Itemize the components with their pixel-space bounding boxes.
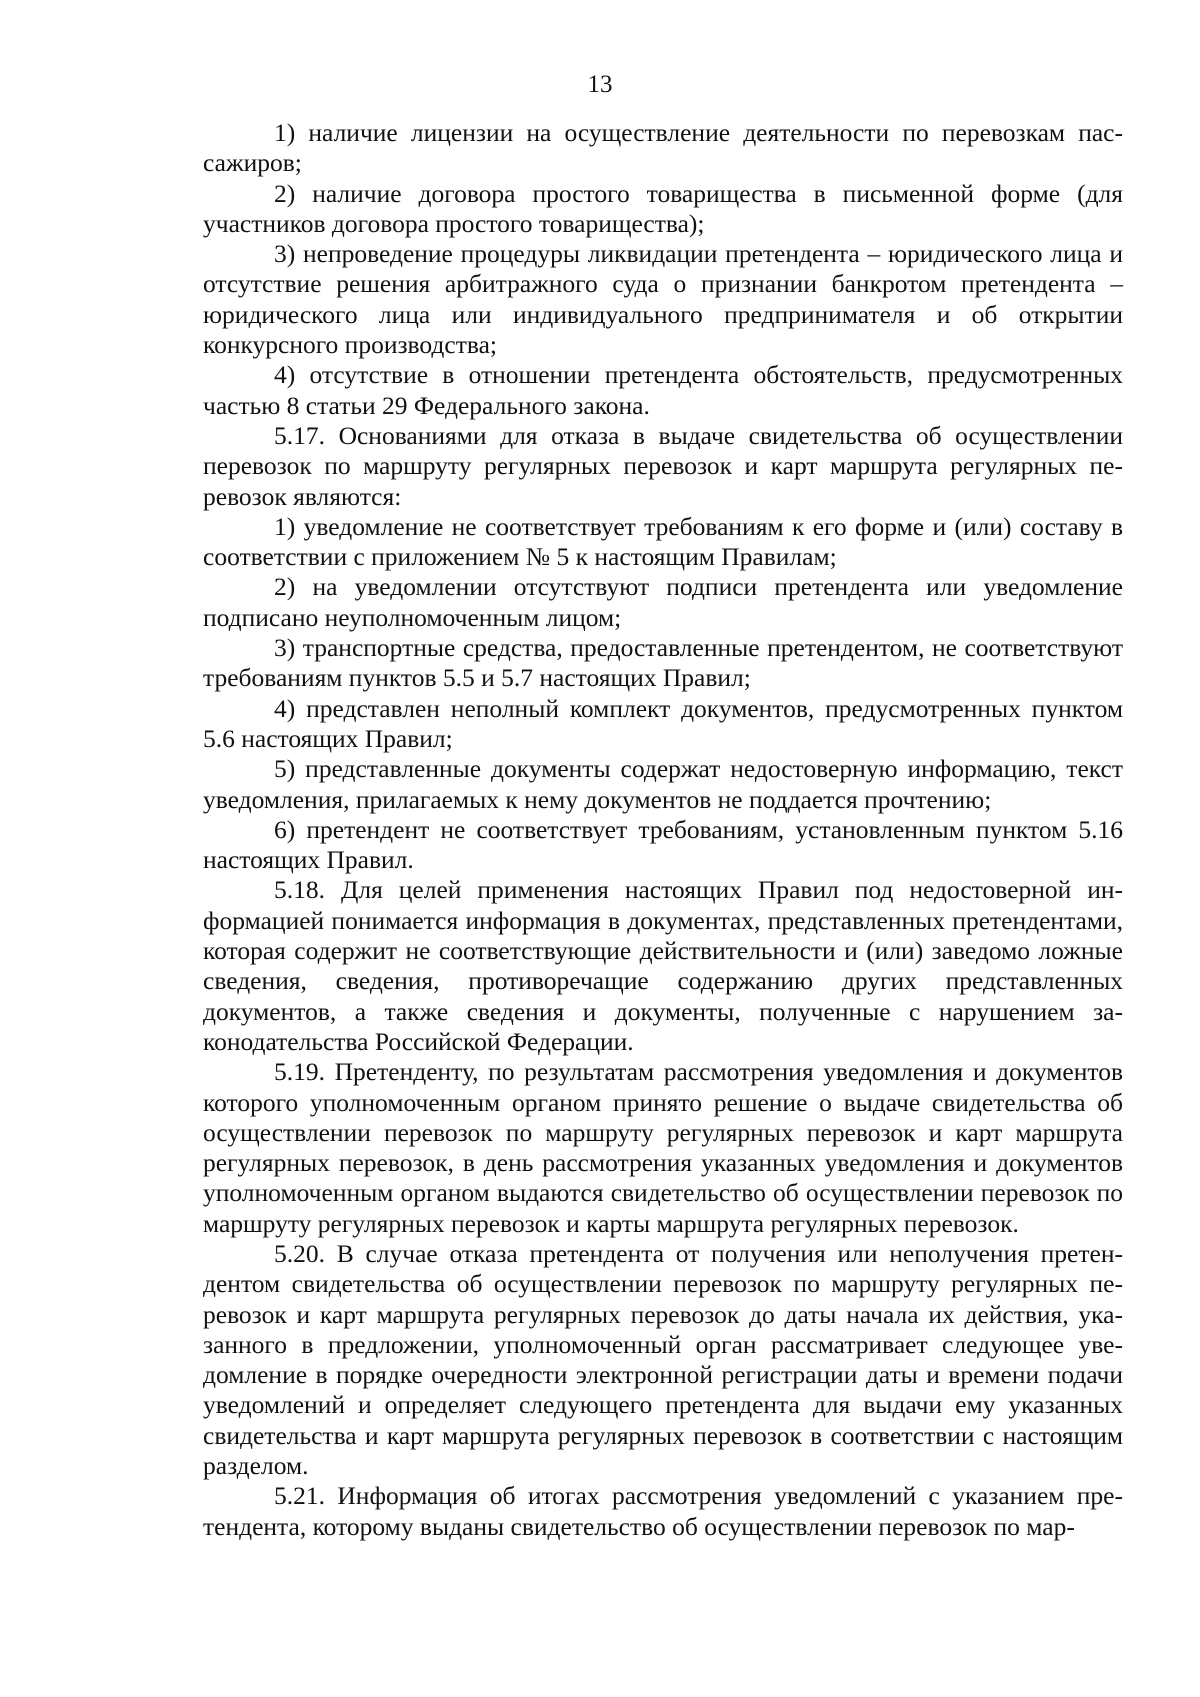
paragraph-5-20: 5.20. В случае отказа претендента от получения или неполучения претендентом свидетельства об осуществлении перевозок по маршруту регулярных перевозок и карт маршрута регулярных перевозок до даты начала их действия, указанного в предложении, уполномоченный орган рассматривает следующее уведомление в порядке очередности электронной регистрации даты и времени подачи уведомлений и определяет следующего претендента для выдачи ему указанных свидетельства и карт маршрута регулярных перевозок в соответствии с настоящим разделом. bbox=[203, 1238, 1123, 1481]
document-body bbox=[203, 118, 1123, 1542]
paragraph-5-21: 5.21. Информация об итогах рассмотрения уведомлений с указанием претендента, которому выданы свидетельство об осуществлении перевозок по мар- bbox=[203, 1481, 1123, 1541]
page-number: 13 bbox=[587, 71, 613, 98]
paragraph-refusal-2: 2) на уведомлении отсутствуют подписи претендента или уведомление подписано неуполномоченным лицом; bbox=[203, 572, 1123, 632]
paragraph-refusal-3: 3) транспортные средства, предоставленные претендентом, не соответствуют требованиям пунктов 5.5 и 5.7 настоящих Правил; bbox=[203, 633, 1123, 693]
paragraph-partnership-agreement: 2) наличие договора простого товарищества в письменной форме (для участников договора простого товарищества); bbox=[203, 178, 1123, 238]
paragraph-5-18: 5.18. Для целей применения настоящих Правил под недостоверной информацией понимается информация в документах, представленных претендентами, которая содержит не соответствующие действительности и (или) заведомо ложные сведения, сведения, противоречащие содержанию других представленных документов, а также сведения и документы, полученные с нарушением законодательства Российской Федерации. bbox=[203, 875, 1123, 1056]
paragraph-5-19: 5.19. Претенденту, по результатам рассмотрения уведомления и документов которого уполномоченным органом принято решение о выдаче свидетельства об осуществлении перевозок по маршруту регулярных перевозок и карт маршрута регулярных перевозок, в день рассмотрения указанных уведомления и документов уполномоченным органом выдаются свидетельство об осуществлении перевозок по маршруту регулярных перевозок и карты маршрута регулярных перевозок. bbox=[203, 1057, 1123, 1238]
paragraph-no-circumstances: 4) отсутствие в отношении претендента обстоятельств, предусмотренных частью 8 статьи 29 Федерального закона. bbox=[203, 360, 1123, 420]
paragraph-refusal-5: 5) представленные документы содержат недостоверную информацию, текст уведомления, прилагаемых к нему документов не поддается прочтению; bbox=[203, 754, 1123, 814]
paragraph-refusal-6: 6) претендент не соответствует требованиям, установленным пунктом 5.16 настоящих Правил. bbox=[203, 814, 1123, 875]
paragraph-5-17: 5.17. Основаниями для отказа в выдаче свидетельства об осуществлении перевозок по маршруту регулярных перевозок и карт маршрута регулярных перевозок являются: bbox=[203, 420, 1123, 511]
paragraph-refusal-1: 1) уведомление не соответствует требованиям к его форме и (или) составу в соответствии с приложением № 5 к настоящим Правилам; bbox=[203, 511, 1123, 572]
paragraph-no-liquidation: 3) непроведение процедуры ликвидации претендента – юридического лица и отсутствие решения арбитражного суда о признании банкротом претендента – юридического лица или индивидуального предпринимателя и об открытии конкурсного производства; bbox=[203, 239, 1123, 360]
paragraph-license: 1) наличие лицензии на осуществление деятельности по перевозкам пассажиров; bbox=[203, 118, 1123, 178]
paragraph-refusal-4: 4) представлен неполный комплект документов, предусмотренных пунктом 5.6 настоящих Правил; bbox=[203, 693, 1123, 753]
